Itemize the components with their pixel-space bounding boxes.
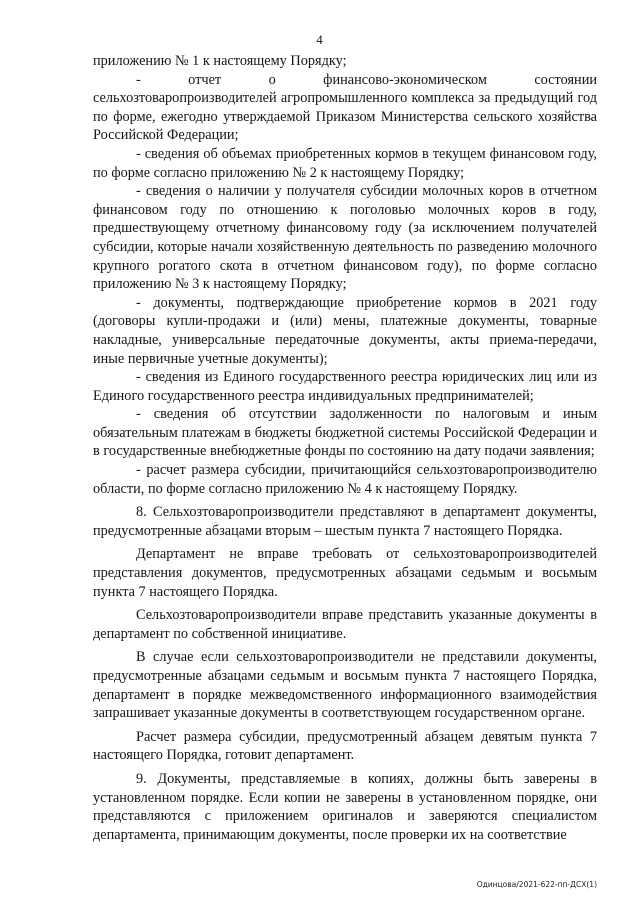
list-item: - сведения об отсутствии задолженности по налоговым и иным обязательным платежам в бюджеты бюджетной системы Российской Федерации и в государственные внебюджетные фонды по состоянию на дату подачи заявления; [93, 406, 597, 460]
page-number: 4 [316, 32, 323, 47]
paragraph: В случае если сельхозтоваропроизводители не представили документы, предусмотренные абзацами седьмым и восьмым пункта 7 настоящего Порядка, департамент в порядке межведомственного информационного взаимодействия запрашивает указанные документы в соответствующем государственном органе. [93, 649, 597, 722]
paragraph: Сельхозтоваропроизводители вправе представить указанные документы в департамент по собственной инициативе. [93, 607, 597, 642]
paragraph: Департамент не вправе требовать от сельхозтоваропроизводителей представления документов, предусмотренных абзацами седьмым и восьмым пункта 7 настоящего Порядка. [93, 546, 597, 600]
paragraph: приложению № 1 к настоящему Порядку; [93, 53, 347, 69]
list-item: - сведения об объемах приобретенных кормов в текущем финансовом году, по форме согласно приложению № 2 к настоящему Порядку; [93, 145, 597, 181]
footer-code: Одинцова/2021-622-пп-ДСХ(1) [476, 880, 597, 889]
paragraph: 8. Сельхозтоваропроизводители представляют в департамент документы, предусмотренные абзацами вторым – шестым пункта 7 настоящего Порядка. [93, 504, 597, 539]
list-item: - сведения из Единого государственного реестра юридических лиц или из Единого государственного реестра индивидуальных предпринимателей; [93, 369, 597, 404]
paragraph: 9. Документы, представляемые в копиях, должны быть заверены в установленном порядке. Если копии не заверены в установленном порядке, они представляются с приложением оригиналов и заверяются специалистом департамента, принимающим документы, после проверки их на соответствие [93, 770, 597, 843]
document-body [93, 52, 597, 844]
list-item: - сведения о наличии у получателя субсидии молочных коров в отчетном финансовом году по отношению к поголовью молочных коров в году, предшествующему отчетному финансовому году (за исключением получателей субсидии, которые начали хозяйственную деятельность по разведению молочного крупного рогатого скота в отчетном финансовом году), по форме согласно приложению № 3 к настоящему Порядку; [93, 183, 597, 293]
list-item: - расчет размера субсидии, причитающийся сельхозтоваропроизводителю области, по форме согласно приложению № 4 к настоящему Порядку. [93, 462, 597, 497]
list-item: - отчет о финансово-экономическом состоянии сельхозтоваропроизводителей агропромышленного комплекса за предыдущий год по форме, ежегодно утверждаемой Приказом Министерства сельского хозяйства Российской Федерации; [93, 71, 597, 144]
list-item: - документы, подтверждающие приобретение кормов в 2021 году (договоры купли-продажи и (или) мены, платежные документы, товарные накладные, универсальные передаточные документы, акты приема-передачи, иные первичные учетные документы); [93, 294, 597, 367]
paragraph: Расчет размера субсидии, предусмотренный абзацем девятым пункта 7 настоящего Порядка, готовит департамент. [93, 728, 597, 764]
